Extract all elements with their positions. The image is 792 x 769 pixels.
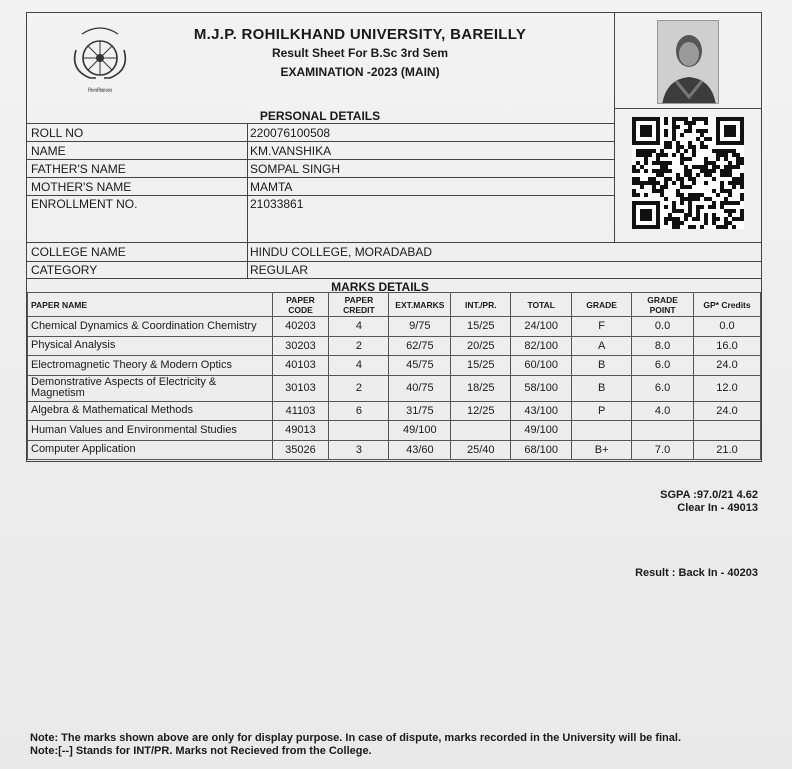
- grade-cell: [572, 421, 632, 441]
- grade-cell: P: [572, 401, 632, 421]
- grade-cell: A: [572, 336, 632, 356]
- grade-point-cell: 4.0: [632, 401, 694, 421]
- paper-code-cell: 30103: [272, 375, 329, 401]
- ext-marks-cell: 62/75: [389, 336, 451, 356]
- university-logo: [60, 20, 140, 98]
- university-title: M.J.P. ROHILKHAND UNIVERSITY, BAREILLY: [193, 26, 527, 43]
- mother-name-label: MOTHER'S NAME: [31, 180, 132, 194]
- note-int-pr: Note:[--] Stands for INT/PR. Marks not Recieved from the College.: [30, 745, 372, 757]
- col-paper-code: PAPER CODE: [272, 293, 329, 317]
- paper-credit-cell: 3: [329, 440, 389, 460]
- ext-marks-cell: 40/75: [389, 375, 451, 401]
- paper-credit-cell: 2: [329, 336, 389, 356]
- grade-point-cell: 0.0: [632, 317, 694, 337]
- col-grade-point: GRADE POINT: [632, 293, 694, 317]
- father-name-value: SOMPAL SINGH: [250, 162, 341, 176]
- col-grade: GRADE: [572, 293, 632, 317]
- paper-code-cell: 35026: [272, 440, 329, 460]
- exam-title: EXAMINATION -2023 (MAIN): [280, 65, 440, 79]
- clear-in-value: Clear In - 49013: [677, 502, 758, 514]
- paper-name-cell: Physical Analysis: [28, 336, 273, 356]
- col-gp-credits: GP* Credits: [694, 293, 761, 317]
- total-cell: 49/100: [511, 421, 572, 441]
- marks-row: [28, 375, 761, 401]
- student-photo: [657, 20, 719, 104]
- paper-name-cell: Human Values and Environmental Studies: [28, 421, 273, 441]
- paper-credit-cell: 2: [329, 375, 389, 401]
- col-ext-marks: EXT.MARKS: [389, 293, 451, 317]
- grade-point-cell: 7.0: [632, 440, 694, 460]
- int-pr-cell: [451, 421, 511, 441]
- name-value: KM.VANSHIKA: [250, 144, 332, 158]
- gp-credits-cell: 0.0: [694, 317, 761, 337]
- int-pr-cell: 25/40: [451, 440, 511, 460]
- roll-no-value: 220076100508: [250, 126, 331, 140]
- ext-marks-cell: 9/75: [389, 317, 451, 337]
- total-cell: 68/100: [511, 440, 572, 460]
- ext-marks-cell: 49/100: [389, 421, 451, 441]
- grade-cell: B: [572, 375, 632, 401]
- grade-point-cell: 6.0: [632, 375, 694, 401]
- marks-table: [27, 292, 761, 460]
- marks-row: [28, 440, 761, 460]
- enrollment-no-value: 21033861: [250, 197, 304, 211]
- col-int-pr: INT./PR.: [451, 293, 511, 317]
- grade-point-cell: 6.0: [632, 356, 694, 376]
- total-cell: 82/100: [511, 336, 572, 356]
- enrollment-no-label: ENROLLMENT NO.: [31, 197, 138, 211]
- svg-text:विश्वविद्यालय: विश्वविद्यालय: [88, 88, 112, 94]
- college-name-label: COLLEGE NAME: [31, 245, 126, 259]
- marks-details-heading: MARKS DETAILS: [331, 280, 429, 294]
- paper-credit-cell: [329, 421, 389, 441]
- result-subtitle: Result Sheet For B.Sc 3rd Sem: [271, 46, 449, 60]
- total-cell: 24/100: [511, 317, 572, 337]
- col-total: TOTAL: [511, 293, 572, 317]
- total-cell: 58/100: [511, 375, 572, 401]
- name-label: NAME: [31, 144, 66, 158]
- paper-code-cell: 41103: [272, 401, 329, 421]
- paper-name-cell: Chemical Dynamics & Coordination Chemistry: [28, 317, 273, 337]
- int-pr-cell: 18/25: [451, 375, 511, 401]
- int-pr-cell: 20/25: [451, 336, 511, 356]
- paper-name-cell: Demonstrative Aspects of Electricity & Magnetism: [28, 375, 273, 401]
- marks-row: [28, 356, 761, 376]
- gp-credits-cell: 16.0: [694, 336, 761, 356]
- int-pr-cell: 15/25: [451, 317, 511, 337]
- marks-header-row: [28, 293, 761, 317]
- paper-name-cell: Computer Application: [28, 440, 273, 460]
- paper-code-cell: 40103: [272, 356, 329, 376]
- sgpa-summary: [660, 489, 758, 515]
- grade-cell: F: [572, 317, 632, 337]
- ext-marks-cell: 45/75: [389, 356, 451, 376]
- ext-marks-cell: 43/60: [389, 440, 451, 460]
- grade-point-cell: 8.0: [632, 336, 694, 356]
- int-pr-cell: 15/25: [451, 356, 511, 376]
- col-paper-name: PAPER NAME: [28, 293, 273, 317]
- gp-credits-cell: 21.0: [694, 440, 761, 460]
- paper-name-cell: Electromagnetic Theory & Modern Optics: [28, 356, 273, 376]
- paper-credit-cell: 4: [329, 317, 389, 337]
- sgpa-value: SGPA :97.0/21 4.62: [660, 489, 758, 501]
- category-value: REGULAR: [250, 263, 309, 277]
- college-name-value: HINDU COLLEGE, MORADABAD: [250, 245, 433, 259]
- category-label: CATEGORY: [31, 263, 98, 277]
- marks-row: [28, 317, 761, 337]
- total-cell: 60/100: [511, 356, 572, 376]
- gp-credits-cell: 12.0: [694, 375, 761, 401]
- mother-name-value: MAMTA: [250, 180, 293, 194]
- grade-cell: B: [572, 356, 632, 376]
- marks-row: [28, 421, 761, 441]
- roll-no-label: ROLL NO: [31, 126, 84, 140]
- col-paper-credit: PAPER CREDIT: [329, 293, 389, 317]
- gp-credits-cell: 24.0: [694, 356, 761, 376]
- father-name-label: FATHER'S NAME: [31, 162, 126, 176]
- gp-credits-cell: 24.0: [694, 401, 761, 421]
- paper-code-cell: 30203: [272, 336, 329, 356]
- paper-credit-cell: 4: [329, 356, 389, 376]
- personal-details-heading: PERSONAL DETAILS: [259, 109, 381, 123]
- int-pr-cell: 12/25: [451, 401, 511, 421]
- grade-cell: B+: [572, 440, 632, 460]
- ext-marks-cell: 31/75: [389, 401, 451, 421]
- note-display-purpose: Note: The marks shown above are only for display purpose. In case of dispute, marks recorded in the University will be final.: [30, 732, 682, 744]
- grade-point-cell: [632, 421, 694, 441]
- marks-row: [28, 401, 761, 421]
- qr-code: [632, 117, 744, 229]
- paper-code-cell: 49013: [272, 421, 329, 441]
- paper-name-cell: Algebra & Mathematical Methods: [28, 401, 273, 421]
- total-cell: 43/100: [511, 401, 572, 421]
- marks-row: [28, 336, 761, 356]
- paper-code-cell: 40203: [272, 317, 329, 337]
- result-status: Result : Back In - 40203: [635, 567, 758, 579]
- paper-credit-cell: 6: [329, 401, 389, 421]
- gp-credits-cell: [694, 421, 761, 441]
